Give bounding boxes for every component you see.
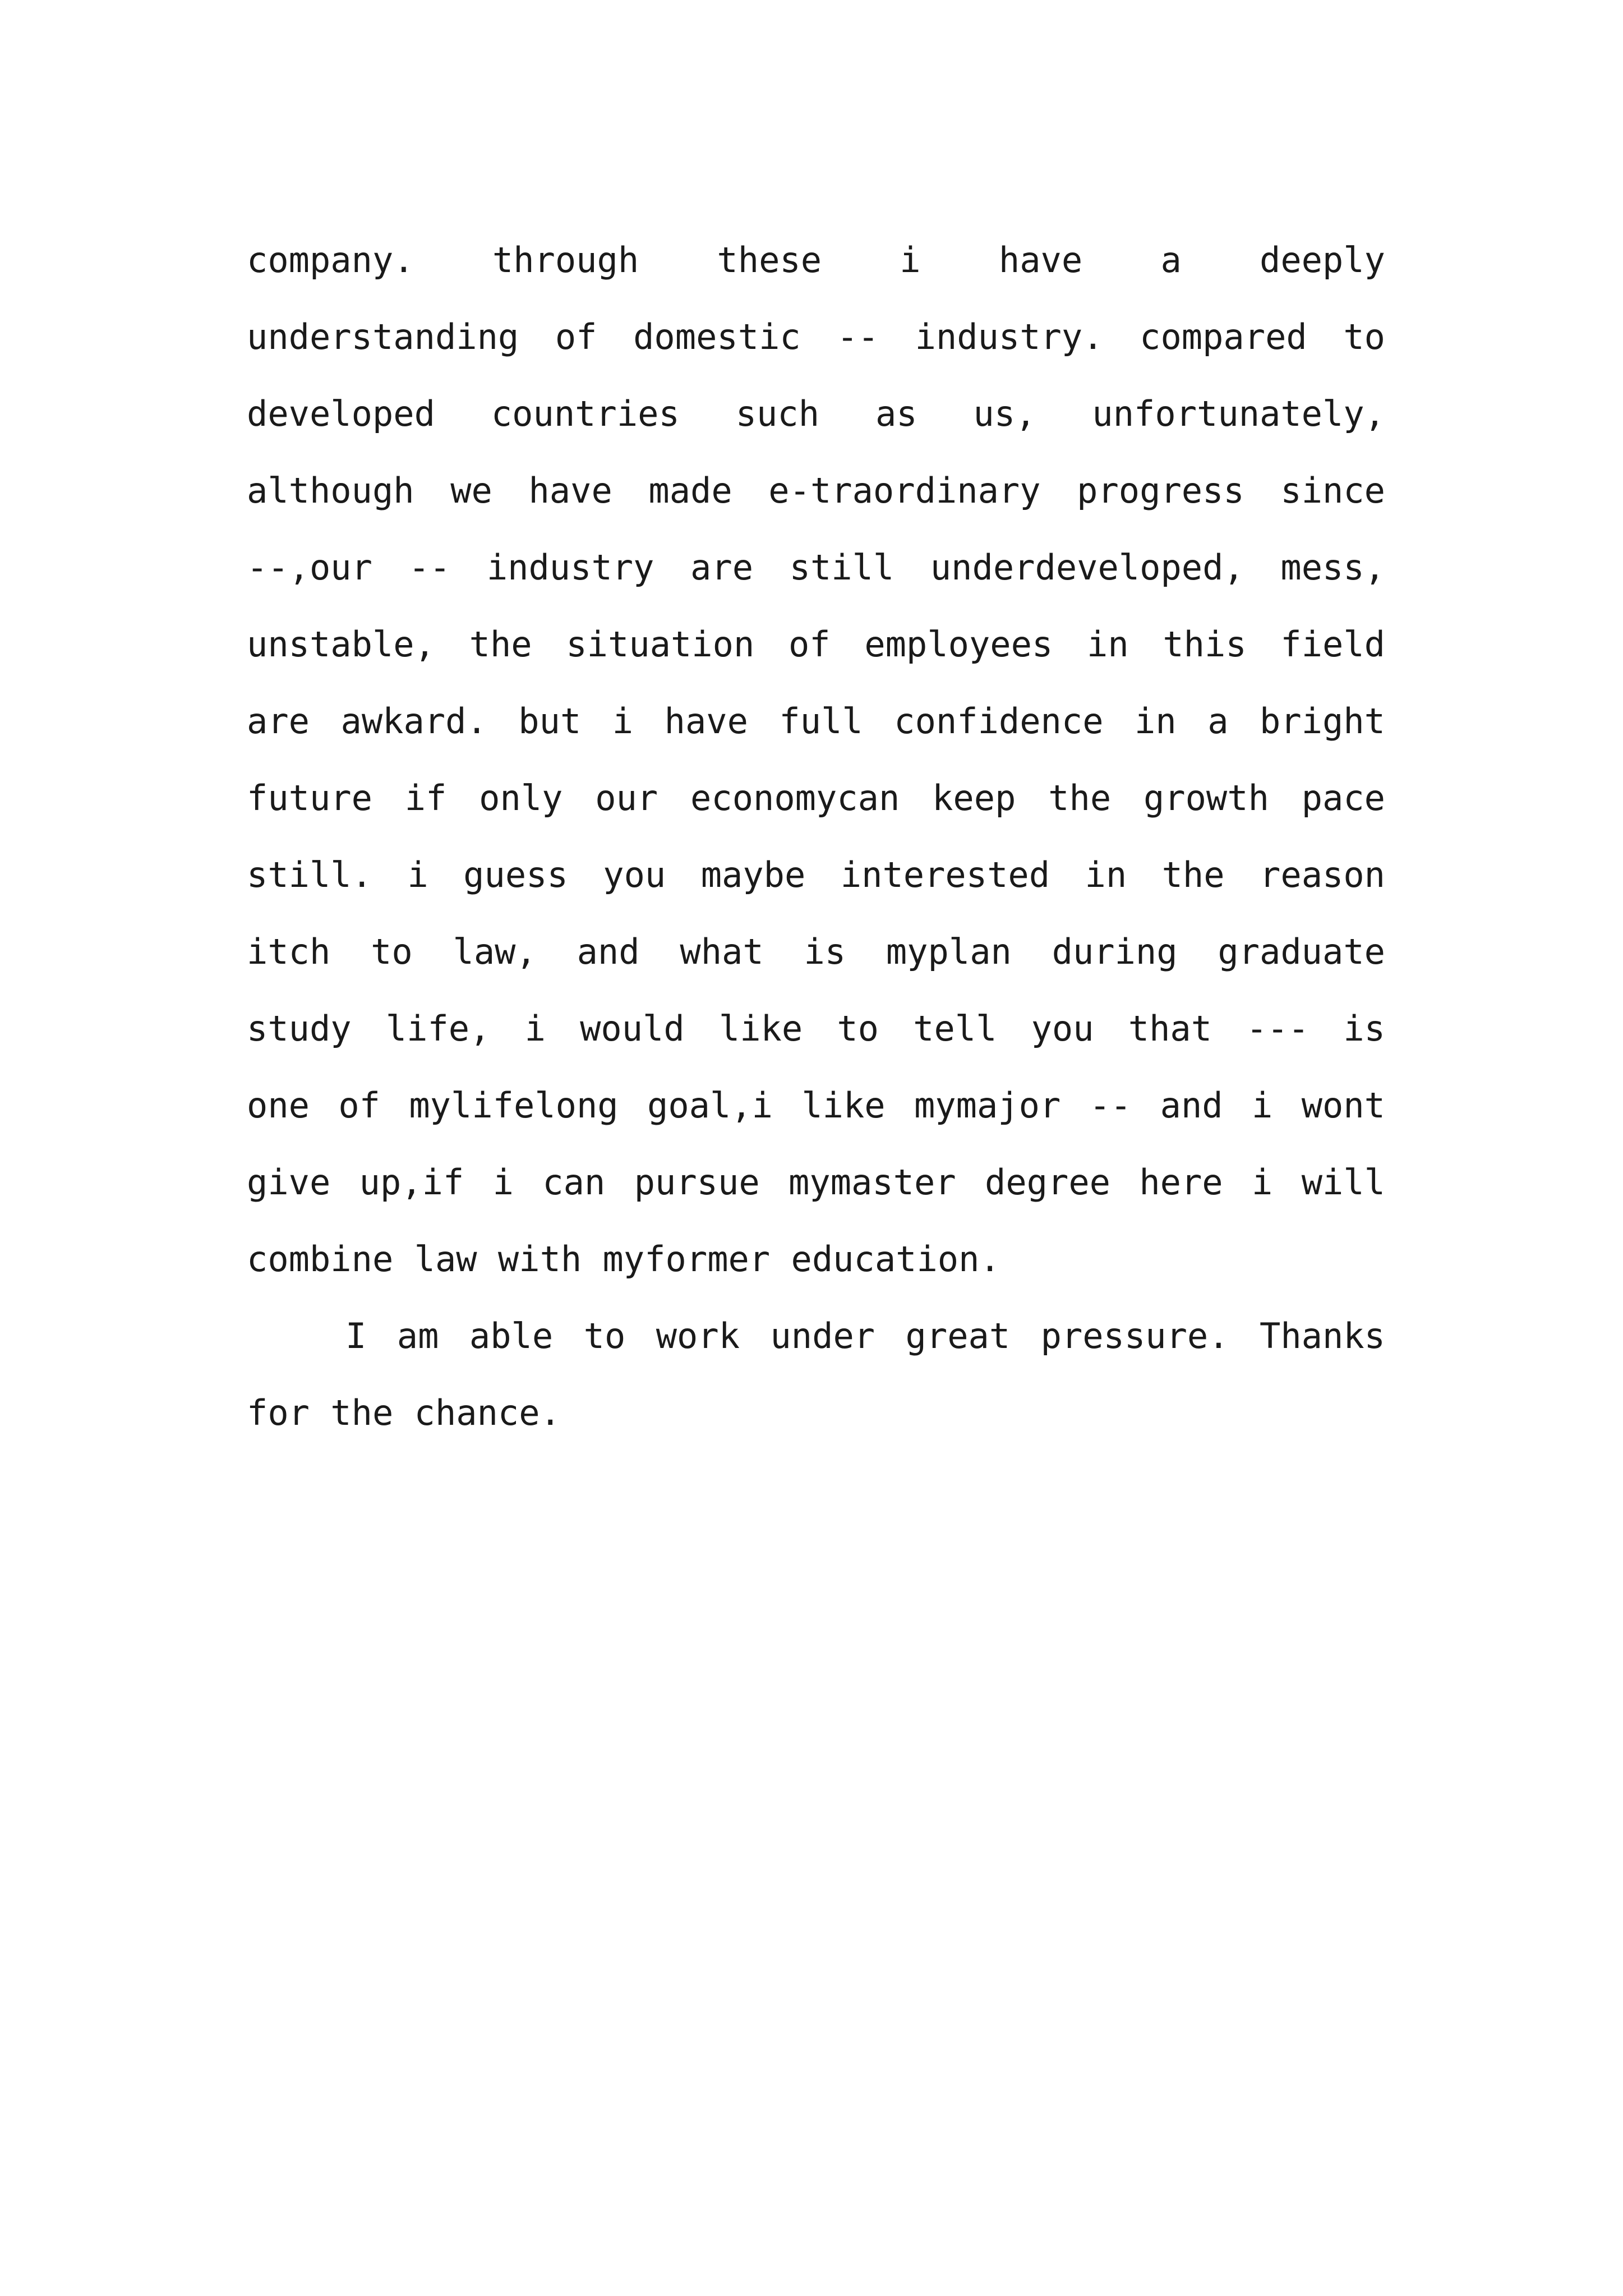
text-line: for the chance. [247, 1392, 561, 1433]
text-line: are awkard. but i have full confidence in a bright [247, 701, 1385, 742]
text-line: although we have made e-traordinary progress since [247, 470, 1385, 511]
body-text [247, 222, 1385, 1451]
text-line: I am able to work under great pressure. Thanks [345, 1315, 1385, 1356]
text-line: future if only our economycan keep the growth pace [247, 777, 1385, 818]
text-line: give up,if i can pursue mymaster degree here i will [247, 1162, 1385, 1203]
text-line: understanding of domestic -- industry. compared to [247, 316, 1385, 357]
text-line: combine law with myformer education. [247, 1239, 1000, 1280]
text-line: still. i guess you maybe interested in the reason [247, 854, 1385, 895]
text-line: unstable, the situation of employees in this field [247, 624, 1385, 665]
text-line: company. through these i have a deeply [247, 240, 1385, 280]
paragraph-1 [247, 222, 1385, 1297]
text-line: --,our -- industry are still underdeveloped, mess, [247, 547, 1385, 588]
text-line: developed countries such as us, unfortunately, [247, 393, 1385, 434]
paragraph-2 [247, 1297, 1385, 1451]
text-line: one of mylifelong goal,i like mymajor -- and i wont [247, 1085, 1385, 1126]
text-line: study life, i would like to tell you that --- is [247, 1008, 1385, 1049]
text-line: itch to law, and what is myplan during graduate [247, 931, 1385, 972]
